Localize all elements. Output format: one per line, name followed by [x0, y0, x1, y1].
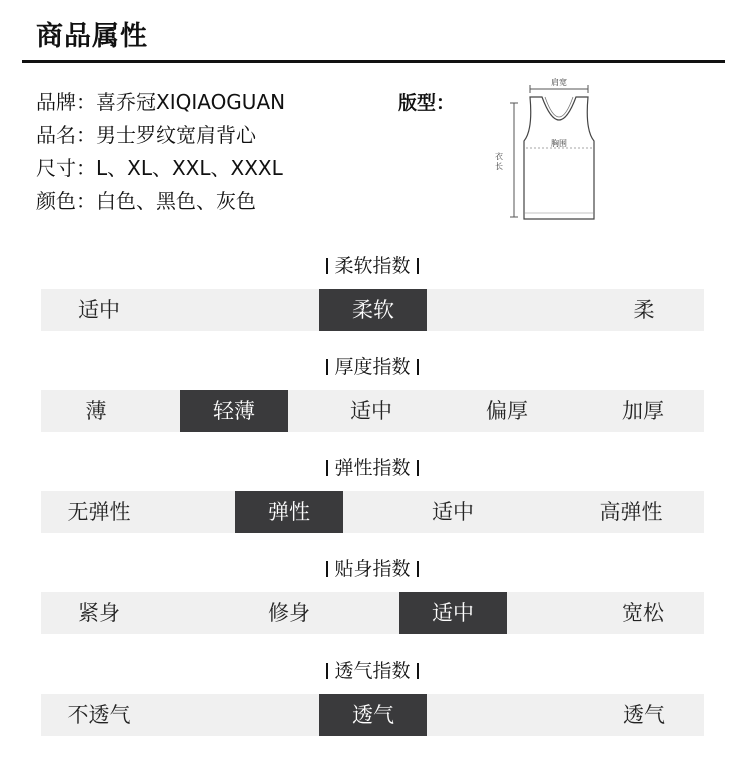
scale-option: 紧身 [78, 601, 120, 625]
scale-bar [41, 390, 704, 432]
attribute-key: 品牌 [36, 90, 76, 114]
title-bar-left [326, 460, 328, 476]
scale-option: 适中 [350, 399, 392, 423]
attribute-value: 白色、黑色、灰色 [96, 189, 256, 213]
scale-title-text: 厚度指数 [334, 356, 411, 378]
scale-title [41, 355, 704, 379]
title-divider [22, 60, 725, 63]
scale-option-selected: 适中 [399, 592, 507, 634]
scale-title-text: 透气指数 [334, 660, 411, 682]
title-bar-right [417, 460, 419, 476]
scale-bar [41, 592, 704, 634]
vest-outline [524, 97, 594, 219]
attribute-row-size [36, 156, 366, 189]
title-bar-left [326, 663, 328, 679]
attribute-separator: ： [76, 90, 96, 114]
scale-option: 透气 [623, 703, 665, 727]
page-title: 商品属性 [36, 21, 148, 52]
attribute-row-name [36, 123, 366, 156]
title-bar-left [326, 561, 328, 577]
attribute-key: 品名 [36, 123, 76, 147]
vest-size-diagram [490, 75, 610, 225]
fit-label: 版型： [398, 92, 456, 114]
scale-option: 高弹性 [599, 500, 663, 524]
scale-option-selected: 轻薄 [180, 390, 288, 432]
scale-option-selected: 透气 [319, 694, 427, 736]
chest-label: 胸围 [551, 139, 567, 148]
scale-title [41, 659, 704, 683]
scale-title [41, 557, 704, 581]
length-label-1: 衣 [495, 152, 503, 161]
attribute-value: L、XL、XXL、XXXL [96, 156, 283, 180]
attribute-list [36, 90, 366, 222]
attribute-row-brand [36, 90, 366, 123]
scale-option: 不透气 [67, 703, 131, 727]
attribute-key: 颜色 [36, 189, 76, 213]
scale-bar [41, 289, 704, 331]
attribute-row-color [36, 189, 366, 222]
attribute-separator: ： [76, 123, 96, 147]
scale-option: 无弹性 [67, 500, 131, 524]
scale-bar [41, 491, 704, 533]
scale-option-selected: 弹性 [235, 491, 343, 533]
title-bar-right [417, 561, 419, 577]
scale-option: 适中 [432, 500, 474, 524]
scale-title [41, 456, 704, 480]
title-bar-left [326, 258, 328, 274]
title-bar-right [417, 359, 419, 375]
scale-title-text: 贴身指数 [334, 558, 411, 580]
attribute-key: 尺寸 [36, 156, 76, 180]
scale-option: 修身 [268, 601, 310, 625]
scale-title-text: 柔软指数 [334, 255, 411, 277]
attribute-separator: ： [76, 189, 96, 213]
scale-title-text: 弹性指数 [334, 457, 411, 479]
scale-option: 薄 [85, 399, 107, 423]
attribute-value: 男士罗纹宽肩背心 [96, 123, 256, 147]
scale-bar [41, 694, 704, 736]
scale-option: 加厚 [622, 399, 664, 423]
scale-title [41, 254, 704, 278]
shoulder-label: 肩宽 [551, 78, 567, 87]
attribute-separator: ： [76, 156, 96, 180]
attribute-value: 喜乔冠XIQIAOGUAN [96, 90, 286, 114]
title-bar-right [417, 663, 419, 679]
length-label-2: 长 [495, 162, 503, 171]
title-bar-left [326, 359, 328, 375]
scale-option-selected: 柔软 [319, 289, 427, 331]
scale-option: 偏厚 [486, 399, 528, 423]
scale-option: 宽松 [622, 601, 664, 625]
scale-option: 柔 [633, 298, 655, 322]
scale-option: 适中 [78, 298, 120, 322]
title-bar-right [417, 258, 419, 274]
